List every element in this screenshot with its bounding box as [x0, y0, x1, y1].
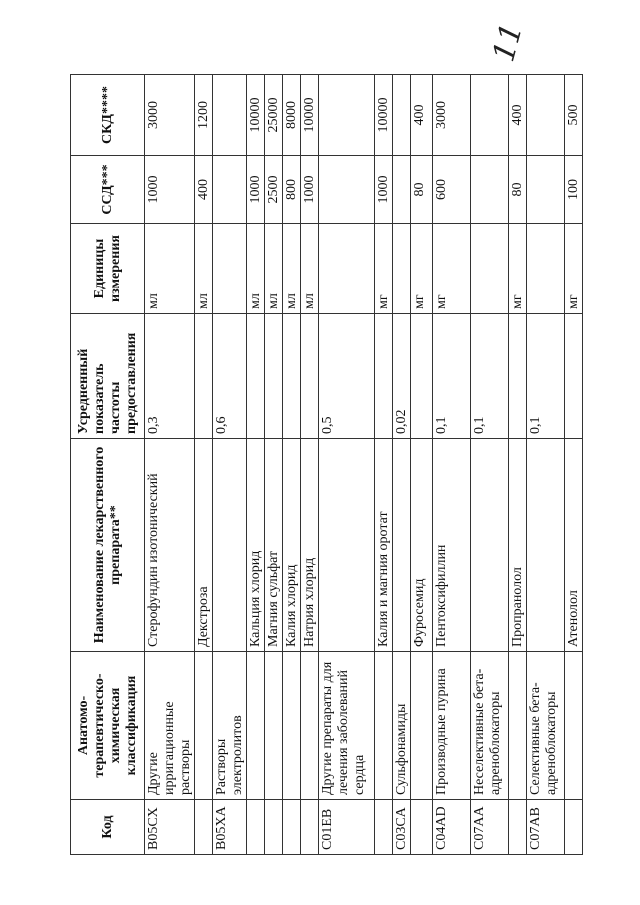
- cell-unit: мл: [283, 224, 301, 314]
- cell-atc: [411, 652, 433, 800]
- cell-atc: [375, 652, 393, 800]
- table-row: [195, 75, 213, 855]
- cell-code: C07AB: [527, 800, 565, 855]
- table-row: [283, 75, 301, 855]
- page-number: [478, 12, 538, 72]
- cell-skd: 1200: [195, 75, 213, 156]
- cell-unit: мг: [565, 224, 583, 314]
- cell-ssd: 1000: [375, 156, 393, 224]
- cell-unit: [527, 224, 565, 314]
- cell-skd: [527, 75, 565, 156]
- table-row: [247, 75, 265, 855]
- table-row: [393, 75, 411, 855]
- cell-ssd: [471, 156, 509, 224]
- header-drug: Наименование лекарственного препарата**: [71, 439, 145, 652]
- cell-frequency: 0,1: [433, 314, 471, 439]
- cell-atc: [247, 652, 265, 800]
- cell-code: [301, 800, 319, 855]
- cell-frequency: [265, 314, 283, 439]
- header-atc: Анатомо-терапевтическо-химическая классификация: [71, 652, 145, 800]
- table-row: [471, 75, 509, 855]
- cell-frequency: [195, 314, 213, 439]
- cell-code: [283, 800, 301, 855]
- cell-code: [565, 800, 583, 855]
- cell-drug: Стерофундин изотонический: [145, 439, 195, 652]
- cell-drug: Декстроза: [195, 439, 213, 652]
- cell-skd: 500: [565, 75, 583, 156]
- cell-atc: Растворы электролитов: [213, 652, 247, 800]
- cell-ssd: [527, 156, 565, 224]
- cell-frequency: 0,6: [213, 314, 247, 439]
- cell-ssd: 400: [195, 156, 213, 224]
- cell-code: [411, 800, 433, 855]
- header-ssd: ССД***: [71, 156, 145, 224]
- cell-skd: [213, 75, 247, 156]
- cell-frequency: 0,1: [527, 314, 565, 439]
- cell-ssd: [393, 156, 411, 224]
- cell-drug: Калия хлорид: [283, 439, 301, 652]
- cell-drug: [319, 439, 375, 652]
- cell-skd: [319, 75, 375, 156]
- cell-ssd: 1000: [247, 156, 265, 224]
- cell-unit: [213, 224, 247, 314]
- cell-ssd: 1000: [301, 156, 319, 224]
- cell-atc: Производные пурина: [433, 652, 471, 800]
- cell-drug: Калия и магния оротат: [375, 439, 393, 652]
- cell-skd: 3000: [145, 75, 195, 156]
- table-row: [265, 75, 283, 855]
- cell-ssd: 2500: [265, 156, 283, 224]
- cell-skd: 10000: [247, 75, 265, 156]
- cell-code: C01EB: [319, 800, 375, 855]
- cell-drug: Магния сульфат: [265, 439, 283, 652]
- header-code: Код: [71, 800, 145, 855]
- cell-atc: [509, 652, 527, 800]
- cell-skd: [471, 75, 509, 156]
- table-row: [433, 75, 471, 855]
- cell-unit: мг: [433, 224, 471, 314]
- cell-skd: 10000: [301, 75, 319, 156]
- cell-code: C04AD: [433, 800, 471, 855]
- cell-unit: [393, 224, 411, 314]
- drug-table: [70, 74, 583, 855]
- cell-ssd: 80: [509, 156, 527, 224]
- cell-code: [265, 800, 283, 855]
- header-skd: СКД****: [71, 75, 145, 156]
- cell-unit: мг: [375, 224, 393, 314]
- cell-unit: [319, 224, 375, 314]
- cell-frequency: [411, 314, 433, 439]
- cell-frequency: 0,3: [145, 314, 195, 439]
- cell-drug: Кальция хлорид: [247, 439, 265, 652]
- cell-ssd: 100: [565, 156, 583, 224]
- cell-code: B05CX: [145, 800, 195, 855]
- table-row: [565, 75, 583, 855]
- table-row: [213, 75, 247, 855]
- cell-drug: [471, 439, 509, 652]
- header-unit: Единицы измерения: [71, 224, 145, 314]
- table-row: [319, 75, 375, 855]
- cell-code: [247, 800, 265, 855]
- cell-code: [375, 800, 393, 855]
- cell-skd: 400: [411, 75, 433, 156]
- cell-atc: Селективные бета-адреноблокаторы: [527, 652, 565, 800]
- cell-frequency: [565, 314, 583, 439]
- header-frequency: Усредненный показатель частоты предоставления: [71, 314, 145, 439]
- cell-unit: мл: [247, 224, 265, 314]
- cell-skd: 400: [509, 75, 527, 156]
- cell-unit: мг: [411, 224, 433, 314]
- cell-atc: Другие ирригационные растворы: [145, 652, 195, 800]
- cell-drug: Пропранолол: [509, 439, 527, 652]
- table-row: [527, 75, 565, 855]
- cell-atc: [195, 652, 213, 800]
- cell-unit: мл: [195, 224, 213, 314]
- cell-atc: [283, 652, 301, 800]
- cell-skd: 10000: [375, 75, 393, 156]
- cell-code: [195, 800, 213, 855]
- cell-drug: Атенолол: [565, 439, 583, 652]
- cell-frequency: 0,1: [471, 314, 509, 439]
- cell-drug: [527, 439, 565, 652]
- table-row: [301, 75, 319, 855]
- cell-code: [509, 800, 527, 855]
- table-row: [145, 75, 195, 855]
- cell-unit: мл: [301, 224, 319, 314]
- cell-skd: 8000: [283, 75, 301, 156]
- cell-frequency: [375, 314, 393, 439]
- cell-frequency: 0,5: [319, 314, 375, 439]
- cell-atc: Неселективные бета-адреноблокаторы: [471, 652, 509, 800]
- cell-ssd: 80: [411, 156, 433, 224]
- cell-code: C07AA: [471, 800, 509, 855]
- document-table-rotated: [70, 75, 580, 855]
- table-row: [411, 75, 433, 855]
- table-row: [509, 75, 527, 855]
- cell-drug: Фуросемид: [411, 439, 433, 652]
- cell-unit: мл: [145, 224, 195, 314]
- cell-skd: [393, 75, 411, 156]
- cell-unit: мг: [509, 224, 527, 314]
- cell-atc: Другие препараты для лечения заболеваний сердца: [319, 652, 375, 800]
- cell-frequency: [301, 314, 319, 439]
- cell-atc: [565, 652, 583, 800]
- cell-frequency: [509, 314, 527, 439]
- cell-ssd: [319, 156, 375, 224]
- cell-skd: 25000: [265, 75, 283, 156]
- cell-atc: [265, 652, 283, 800]
- cell-drug: Пентоксифиллин: [433, 439, 471, 652]
- cell-frequency: [247, 314, 265, 439]
- cell-unit: [471, 224, 509, 314]
- cell-code: B05XA: [213, 800, 247, 855]
- cell-drug: [213, 439, 247, 652]
- cell-atc: [301, 652, 319, 800]
- cell-ssd: 1000: [145, 156, 195, 224]
- table-row: [375, 75, 393, 855]
- cell-drug: [393, 439, 411, 652]
- cell-frequency: 0,02: [393, 314, 411, 439]
- table-header-row: [71, 75, 145, 855]
- cell-atc: Сульфонамиды: [393, 652, 411, 800]
- cell-drug: Натрия хлорид: [301, 439, 319, 652]
- cell-ssd: [213, 156, 247, 224]
- cell-ssd: 600: [433, 156, 471, 224]
- cell-ssd: 800: [283, 156, 301, 224]
- cell-frequency: [283, 314, 301, 439]
- page-number-text: 11: [486, 19, 530, 65]
- cell-unit: мл: [265, 224, 283, 314]
- cell-code: C03CA: [393, 800, 411, 855]
- cell-skd: 3000: [433, 75, 471, 156]
